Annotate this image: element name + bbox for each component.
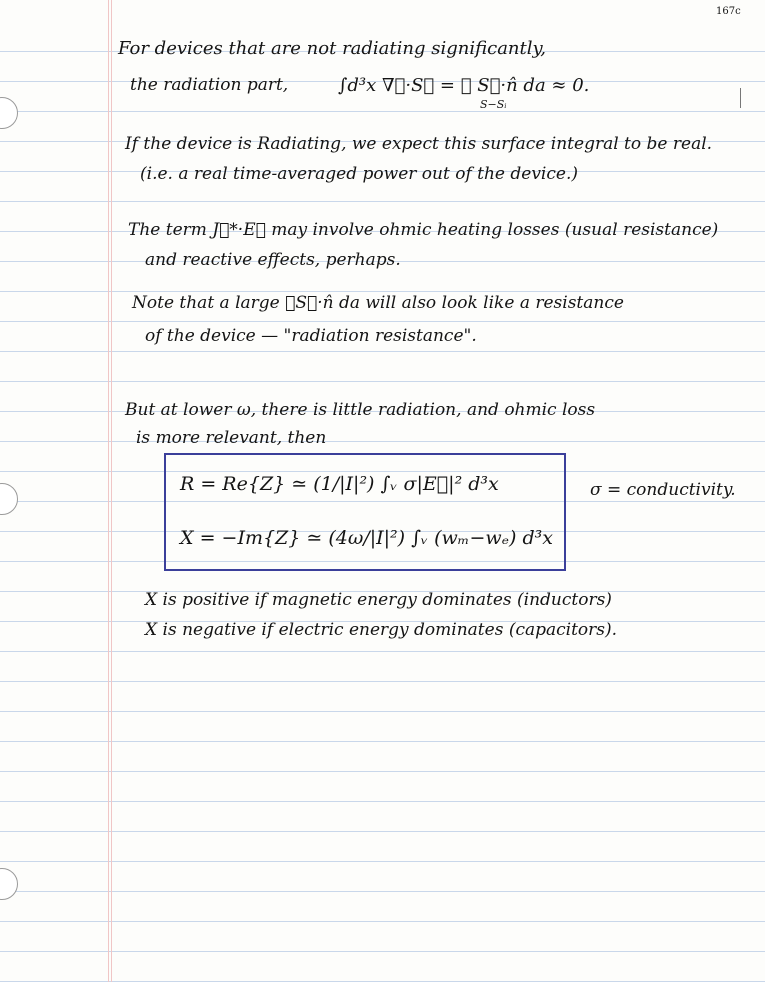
conductivity-note: σ = conductivity.	[590, 480, 736, 500]
note-line-3: If the device is Radiating, we expect this surface integral to be real.	[125, 134, 713, 154]
page-number: 167c	[716, 6, 741, 17]
resistance-equation: R = Re{Z} ≃ (1/|I|²) ∫ᵥ σ|E⃗|² d³x	[180, 473, 499, 495]
reactance-equation: X = −Im{Z} ≃ (4ω/|I|²) ∫ᵥ (wₘ−wₑ) d³x	[180, 527, 553, 549]
binder-hole	[0, 97, 18, 129]
reactance-negative-note: X is negative if electric energy dominates (capacitors).	[145, 620, 618, 640]
note-line-8: of the device — "radiation resistance".	[145, 326, 477, 346]
reactance-positive-note: X is positive if magnetic energy dominates (inductors)	[145, 590, 612, 610]
note-line-2a: the radiation part,	[130, 75, 289, 95]
note-line-10: is more relevant, then	[136, 428, 327, 448]
pen-mark	[740, 88, 741, 108]
note-line-4: (i.e. a real time-averaged power out of the device.)	[140, 164, 578, 184]
margin-line	[111, 0, 112, 982]
divergence-integral: ∫d³x ∇⃗·S⃗ = ∮ S⃗·n̂ da ≈ 0.	[338, 75, 590, 96]
binder-hole	[0, 868, 18, 900]
margin-line	[108, 0, 109, 982]
note-line-5: The term J⃗*·E⃗ may involve ohmic heating losses (usual resistance)	[128, 220, 719, 240]
note-line-7: Note that a large ∮S⃗·n̂ da will also look like a resistance	[132, 293, 624, 313]
binder-hole	[0, 483, 18, 515]
surface-subscript: S−Sᵢ	[480, 98, 507, 111]
note-line-1: For devices that are not radiating significantly,	[118, 38, 547, 59]
note-line-9: But at lower ω, there is little radiation, and ohmic loss	[125, 400, 596, 420]
note-line-6: and reactive effects, perhaps.	[145, 250, 401, 270]
equation-box	[164, 453, 566, 571]
